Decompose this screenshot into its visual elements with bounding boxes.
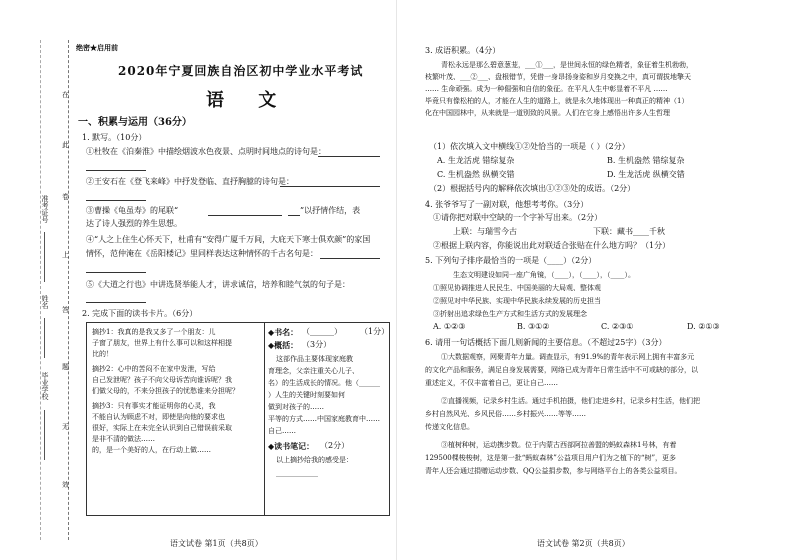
binding-mark: 卷 [62, 193, 69, 201]
answer-blank[interactable] [86, 264, 146, 273]
excerpt-line: 不能自认为顾虑不对，即使是向他的要求也 [92, 413, 225, 421]
secret-label: 绝密★启用前 [76, 43, 118, 52]
answer-blank[interactable] [86, 192, 146, 201]
summary-line: 这部作品主要体现家庭教 [276, 355, 353, 363]
q6-news-line: 129500棵梭梭树，这是第一批“蚂蚁森林”公益项目用户们为之植下的“树”，更多 [425, 454, 677, 462]
q3-sub1: （1）依次填入文中横线①②处恰当的一项是（ ）（2分） [429, 142, 630, 151]
summary-label: ◆概括： [268, 340, 299, 350]
q1-item-3a: ③曹操《龟虽寿》的尾联“ [86, 206, 179, 215]
q6-news-line: ②直播视频，记录乡村生活。通过手机拍摄，他们走进乡村，记录乡村生活，他们把 [441, 397, 700, 405]
q3-passage-line: 化在中国园林中，从来就是一道别致的风景。人们在它身上感悟出许多人生哲理 [425, 109, 670, 117]
q3-passage-line: …… 生命顽强。成为一种倔强和自信的象征。在平凡人生中彰显着不平凡 …… [425, 85, 668, 93]
q1-title: 1. 默写。（10分） [82, 133, 147, 142]
binding-line-outer [40, 40, 41, 540]
binding-mark: 效 [62, 481, 69, 489]
q3-passage-line: 毕竟只有像松柏的人，才能在人生的道路上，就是永久地体现出一种真正的精神（1） [425, 97, 689, 105]
q3-option-d[interactable]: D. 生龙活虎 纵横交错 [607, 170, 685, 179]
excerpt-line: 摘抄1：我真的是我又多了一个朋友：儿 [92, 328, 216, 336]
reading-note-line: 以上摘抄给我的感受是： [276, 456, 353, 464]
exam-number-field [44, 232, 45, 282]
q6-news-line: ①大数据观察，网聚青年力量。调查显示，有91.9%的青年表示网上拥有丰富多元 [441, 353, 695, 361]
q4-title: 4. 张爷爷写了一副对联，他想考考你。（3分） [425, 200, 589, 209]
summary-line: 平等的方式……中国家庭教育中…… [268, 415, 380, 423]
school-field [44, 410, 45, 460]
q1-item-2: ②王安石在《登飞来峰》中抒发登临、直抒胸臆的诗句是： [86, 177, 294, 186]
couplet-down[interactable]: 下联：藏书____千秋 [593, 227, 665, 236]
section-1-heading: 一、积累与运用（36分） [78, 117, 192, 128]
answer-blank[interactable] [86, 162, 146, 171]
q6-title: 6. 请用一句话概括下面几则新闻的主要信息。（不超过25字）（3分） [425, 338, 667, 347]
q5-option-d[interactable]: D. ②①③ [687, 322, 720, 331]
answer-blank[interactable] [288, 207, 300, 216]
q1-item-5: ⑤《大道之行也》中讲选贤举能人才，讲求诚信，培养和睦气氛的句子是： [86, 280, 350, 289]
reading-note-blank[interactable]: ____________ [276, 469, 318, 477]
summary-line: 名）的生活成长的情况。他（______ [268, 379, 380, 387]
q6-news-line: 传递文化信息。 [425, 423, 474, 431]
answer-blank[interactable] [280, 178, 380, 187]
label-school: 毕业学校 [41, 372, 49, 400]
summary-line: ）人生的关键时刻要如何 [268, 391, 345, 399]
summary-line: 自己…… [268, 427, 296, 435]
card-divider [264, 322, 265, 516]
q4-sub1: ①请你把对联中空缺的一个字补写出来。（2分） [433, 213, 603, 222]
q5-option-c[interactable]: C. ②③① [601, 322, 634, 331]
q3-option-b[interactable]: B. 生机盎然 错综复杂 [607, 156, 685, 165]
excerpt-line: 们做父母的，不来分担孩子的忧愁谁来分担呢？ [92, 387, 239, 395]
binding-mark: 题 [62, 363, 69, 371]
binding-mark: 上 [62, 251, 69, 259]
binding-mark: 在 [62, 91, 69, 99]
reading-note-points: （2分） [320, 441, 350, 450]
q6-news-line: 的文化产品和服务，满足自身发展需要，网络已成为青年日常生活中不可或缺的部分，以 [425, 366, 698, 374]
page-footer: 语文试卷 第2页（共8页） [537, 539, 630, 548]
q6-news-line: 乡村自然风光、乡风民俗……乡村振兴……等等…… [425, 410, 586, 418]
q3-option-a[interactable]: A. 生龙活虎 错综复杂 [437, 156, 515, 165]
q3-passage-line: 青松永远是那么碧意葱茏，___①___，是世间永恒的绿色精者，象征着生机勃勃， [441, 61, 693, 69]
book-name-label: ◆书名： [268, 327, 299, 337]
answer-blank[interactable] [208, 207, 282, 216]
q1-item-4b: 情怀，范仲淹在《岳阳楼记》里同样表达这种情怀的千古名句是： [86, 249, 318, 258]
excerpt-line: 很好，实际上在未完全认识到自己错误前采取 [92, 424, 232, 432]
page-2 [397, 0, 794, 560]
label-exam-number: 准考证号 [41, 195, 49, 223]
q5-lead: 生态文明建设如同一座广角镜，（____），（____），（____）。 [453, 271, 635, 279]
excerpt-line: 比的！ [92, 350, 113, 358]
subject-title: 语 文 [206, 90, 291, 111]
binding-mark: 此 [62, 141, 69, 149]
excerpt-line: 是非不清的做法…… [92, 435, 155, 443]
excerpt-line: 子窗了朋友，世界上有什么事可以和这样相提 [92, 339, 232, 347]
summary-points: （3分） [302, 340, 332, 349]
excerpt-line: 摘抄2：心中的苦闷不在家中发泄，写给 [92, 365, 216, 373]
q6-news-line: ③植树种树，运动携步数。位于内蒙古西部阿拉善盟的蚂蚁森林1号林，有着 [441, 441, 677, 449]
answer-blank[interactable] [318, 148, 380, 157]
summary-line: 做到对孩子的…… [268, 403, 324, 411]
label-name: 姓名 [41, 295, 49, 309]
q2-title: 2. 完成下面的读书卡片。（6分） [82, 309, 198, 318]
q5-title: 5. 下列句子排序最恰当的一项是（____）（2分） [425, 256, 597, 265]
answer-blank[interactable] [86, 294, 146, 303]
binding-line [68, 40, 69, 540]
excerpt-line: 自己发泄呢？孩子不向父母诉苦向谁诉呢？我 [92, 376, 232, 384]
reading-note-label: ◆读书笔记： [268, 441, 315, 451]
excerpt-line: 的，是一个美好的人，在行动上做…… [92, 446, 211, 454]
summary-line: 育理念，父亲注重关心儿子、 [268, 367, 359, 375]
page-footer: 语文试卷 第1页（共8页） [170, 539, 263, 548]
q6-news-line: 重述定义，不仅丰富着自己，更让自己…… [425, 379, 558, 387]
q4-sub2: ②根据上联内容，你能说出此对联适合张贴在什么地方吗？（1分） [433, 241, 671, 250]
q1-item-4a: ④“人之上住生心怀天下，杜甫有“安得广厦千万间，大庇天下寒士俱欢颜”的家国 [86, 235, 371, 244]
q3-title: 3. 成语积累。（4分） [425, 46, 501, 55]
binding-mark: 无 [62, 423, 69, 431]
name-field [44, 318, 45, 358]
excerpt-line: 摘抄3：只有事实才能证明你的心灵，我 [92, 402, 216, 410]
q3-sub2: （2）根据括号内的解释依次填出①②③处的成语。（2分） [429, 184, 636, 193]
q1-item-1: ①杜牧在《泊秦淮》中描绘烟波水色夜景、点明时间地点的诗句是： [86, 147, 326, 156]
q3-option-c[interactable]: C. 生机盎然 纵横交错 [437, 170, 515, 179]
q3-passage-line: 枝繁叶茂、___②___、盘根错节，凭借一身昂扬身姿和岁月变换之中，真可谓拔地擎天 [425, 73, 691, 81]
couplet-up: 上联：与瑞雪今古 [453, 227, 517, 236]
q5-item: ③折射出追求绿色生产方式和生活方式的发展理念 [433, 310, 587, 318]
binding-mark: 答 [62, 306, 69, 314]
q5-option-b[interactable]: B. ③①② [517, 322, 550, 331]
answer-blank[interactable] [320, 250, 380, 259]
book-name-points: （1分） [360, 327, 390, 336]
q5-item: ②照见对中华民族、实现中华民族永续发展的历史担当 [433, 297, 601, 305]
book-name-blank[interactable]: （______） [302, 327, 342, 336]
q1-item-3b: ”以抒情作结，表 [300, 206, 361, 215]
q5-option-a[interactable]: A. ①②③ [433, 322, 466, 331]
exam-title: 2020年宁夏回族自治区初中学业水平考试 [118, 64, 364, 78]
q6-news-line: 青年人还会通过捐赠运动步数、QQ公益捐步数，参与网络平台上的各类公益项目。 [425, 467, 682, 475]
q5-item: ①照见协调推进人民民生、中国美丽的大局观、整体观 [433, 284, 601, 292]
q1-item-3c: 达了诗人强烈的养生思想。 [86, 219, 182, 228]
